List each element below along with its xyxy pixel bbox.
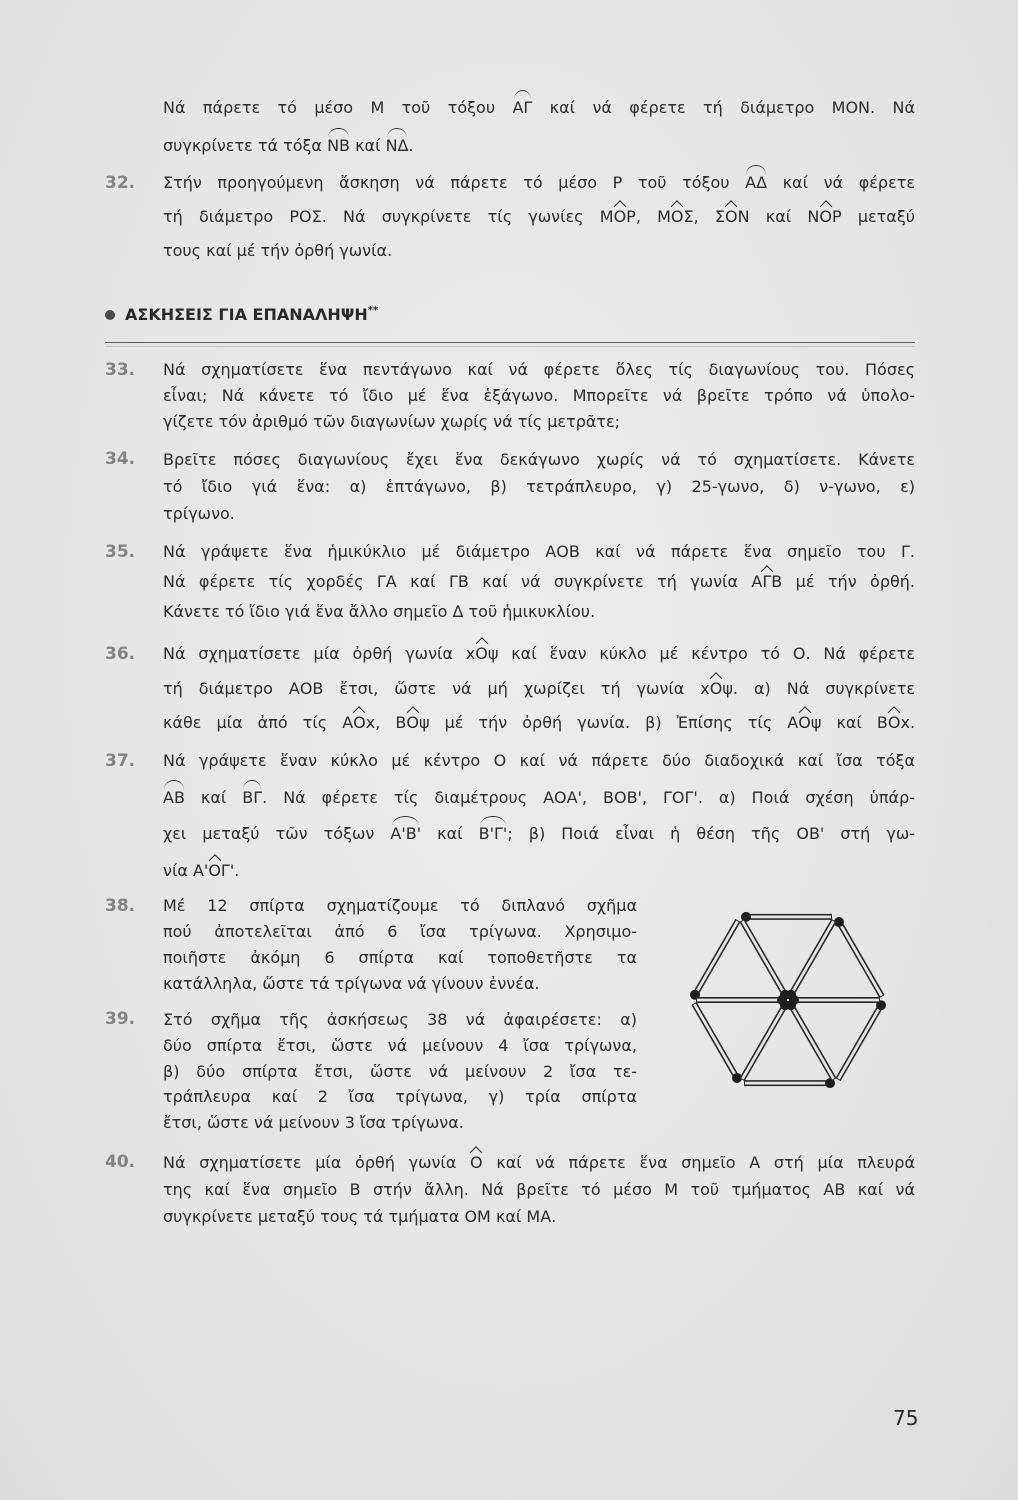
text-line [163,89,915,127]
exercise-number: 40. [105,1152,136,1172]
angle-notation: Ο [406,713,419,732]
section-heading-text: ΑΣΚΗΣΕΙΣ ΓΙΑ ΕΠΑΝΑΛΗΨΗ [125,305,368,324]
text-run: τή διάμετρο ΑΟΒ ἔτσι, ὥστε νά μή χωρίζει τή γωνία x [163,678,710,698]
text-run: Β μέ τήν ὀρθή. [771,572,915,591]
match-body [695,1004,737,1076]
match-body [840,924,882,996]
exercise-32 [105,166,916,268]
exercise-39 [105,1007,637,1136]
exercise-number: 35. [105,542,136,562]
match-stick [786,920,834,999]
match-stick [789,995,880,1005]
text-run: συγκρίνετε τά τόξα [163,136,328,155]
exercise-number: 34. [105,449,136,469]
text-run: β) δύο σπίρτα ἔτσι, ὥστε νά μείνουν 2 ἴσα τε- [163,1061,637,1081]
match-body [696,921,738,993]
text-run: . [408,136,414,155]
match-head [786,990,796,1000]
exercise-34 [105,446,915,527]
text-run: Νά γράψετε ἕναν κύκλο μέ κέντρο Ο καί νά πάρετε δύο διαδοχικά καί ἴσα τόξα [163,751,915,770]
text-line [163,234,915,268]
text-run: Νά φέρετε τίς χορδές ΓΑ καί ΓΒ καί νά συγκρίνετε τή γωνία Α [163,572,763,591]
text-line [163,1084,637,1110]
text-run: χει μεταξύ τῶν τόξων [163,824,391,843]
text-line [163,1007,637,1033]
text-line [163,500,915,527]
section-divider [105,342,915,343]
exercise-35 [105,537,915,627]
text-run: καί [350,136,386,155]
text-run: ἔτσι, ὥστε νά μείνουν 3 ἴσα τρίγωνα. [163,1113,464,1133]
arc-notation: ΝΒ [327,136,351,155]
text-line [163,919,637,945]
text-line [163,1033,637,1059]
arc-notation: ΝΔ [385,136,409,155]
text-run: Κάνετε τό ἴδιο γιά ἕνα ἄλλο σημεῖο Δ τοῦ ἡμικυκλίου. [163,602,596,621]
text-run: συγκρίνετε μεταξύ τους τά τμήματα ΟΜ καί ΜΑ. [163,1207,557,1226]
angle-notation: Ο [670,207,684,226]
text-run: ψ μέ τήν ὀρθή γωνία. β) Ἐπίσης τίς Α [418,713,799,732]
exercise-number: 33. [105,360,136,380]
section-heading [105,303,378,327]
page-number: 75 [893,1406,919,1430]
match-stick [690,920,738,999]
text-run: ; β) Ποιά εἶναι ἡ θέση τῆς ΟΒ' στή γω- [507,824,916,843]
text-line [163,1149,915,1176]
text-line [163,409,915,435]
exercise-36 [105,637,916,741]
text-run: ψ καί Β [810,713,888,732]
angle-notation: Γ [762,572,772,591]
match-body [839,1007,881,1079]
exercise-number: 36. [105,644,136,664]
text-run: Νά σχηματίσετε ἕνα πεντάγωνο καί νά φέρετε ὅλες τίς διαγωνίους του. Πόσες [163,360,915,379]
text-line [163,357,915,383]
text-run: τους καί μέ τήν ὀρθή γωνία. [163,241,393,260]
text-run: Ν καί Ν [737,207,820,226]
exercise-number: 37. [105,751,136,771]
arc-notation: ΑΓ [512,98,533,117]
match-stick [834,917,882,996]
text-run: ψ καί ἕναν κύκλο μέ κέντρο τό Ο. Νά φέρετε [487,644,916,663]
angle-notation: Ο [798,713,811,732]
text-run: δύο σπίρτα ἔτσι, ὥστε νά μείνουν 4 ἴσα τρίγωνα, [163,1035,637,1055]
text-run: x, Β [365,713,407,732]
match-stick [786,1000,834,1079]
text-line [163,637,915,672]
exercise-31-continuation [163,89,915,165]
text-run: . Νά φέρετε τίς διαμέτρους ΑΟΑ', ΒΟΒ', ΓΟΓ'. α) Ποιά σχέση ὑπάρ- [262,787,916,807]
text-line [163,672,915,707]
arc-notation: ΑΒ [163,787,185,807]
arc-notation: Α'Β' [390,824,422,843]
matchstick-hexagon-figure [680,895,895,1105]
bullet-icon [105,310,115,320]
match-body [743,921,785,993]
text-run: της καί ἕνα σημεῖο Β στήν ἄλλη. Νά βρεῖτε τό μέσο Μ τοῦ τμήματος ΑΒ καί νά [163,1180,915,1199]
text-line [163,945,637,971]
angle-notation: Ο [709,678,723,698]
exercise-38 [105,893,637,997]
text-line [163,1110,637,1136]
text-line [163,200,915,234]
text-run: Γ'. [220,860,240,880]
text-run: Νά σχηματίσετε μία ὀρθή γωνία x [163,644,476,663]
text-run: x. [900,713,916,732]
text-run: Σ, Σ [683,207,726,226]
text-run: Νά πάρετε τό μέσο Μ τοῦ τόξου [163,98,513,117]
text-line [163,706,915,741]
text-run: Μέ 12 σπίρτα σχηματίζουμε τό διπλανό σχῆμα [163,896,637,915]
text-line [163,1203,915,1230]
exercise-33 [105,357,915,435]
exercise-number: 32. [105,173,136,193]
text-line [163,780,915,817]
match-stick [742,1000,790,1079]
text-run: τό ἴδιο γιά ἕνα: α) ἑπτάγωνο, β) τετράπλευρο, γ) 25-γωνο, δ) ν-γωνο, ε) [163,477,915,496]
arc-notation: ΑΔ [745,173,768,192]
text-line [163,537,915,567]
exercise-40 [105,1149,916,1230]
text-run: Βρεῖτε πόσες διαγωνίους ἔχει ἕνα δεκάγωνο χωρίς νά τό σχηματίσετε. Κάνετε [163,450,915,469]
text-run: Νά γράψετε ἕνα ἡμικύκλιο μέ διάμετρο ΑΟΒ καί νά πάρετε ἕνα σημεῖο του Γ. [163,542,915,561]
text-run: καί [184,787,243,807]
text-run: τρίγωνο. [163,504,235,523]
text-run: τή διάμετρο ΡΟΣ. Νά συγκρίνετε τίς γωνίες Μ [163,207,614,226]
match-body [792,1007,834,1079]
text-run: καί νά φέρετε τή διάμετρο ΜΟΝ. Νά [532,98,915,117]
text-line [163,446,915,473]
text-line [163,1059,637,1085]
text-line [163,597,915,627]
exercise-37 [105,743,916,889]
match-stick [742,920,790,999]
text-line [163,473,915,500]
angle-notation: Ο [353,713,366,732]
match-stick [744,1078,835,1088]
text-run: καί [421,824,479,843]
text-run: ποιῆστε ἀκόμη 6 σπίρτα καί τοποθετῆστε τα [163,948,637,967]
text-run: γίζετε τόν ἀριθμό τῶν διαγωνίων χωρίς νά τίς μετρᾶτε; [163,412,621,431]
text-run: κατάλληλα, ὥστε τά τρίγωνα νά γίνουν ἐννέα. [163,974,540,993]
exercise-number: 39. [105,1009,136,1029]
match-stick [696,995,787,1005]
text-line [163,816,915,853]
match-stick [694,1003,742,1082]
text-line [163,853,915,890]
text-run: Στό σχῆμα τῆς ἀσκήσεως 38 νά ἀφαιρέσετε: α) [163,1010,637,1029]
match-body [792,921,834,993]
text-line [163,166,915,200]
angle-notation: Ο [725,207,738,226]
text-line [163,743,915,780]
arc-notation: ΒΓ [242,787,263,807]
text-line [163,127,915,165]
match-body [743,1007,785,1079]
text-run: Νά σχηματίσετε μία ὀρθή γωνία [163,1153,471,1172]
text-run: Ρ μεταξύ [831,207,916,226]
angle-notation: Ο [470,1153,483,1172]
text-line [163,971,637,997]
text-run: κάθε μία ἀπό τίς Α [163,713,354,732]
text-run: νία Α' [163,860,209,880]
angle-notation: Ο [613,207,627,226]
match-stick [838,1000,886,1079]
text-run: τράπλευρα καί 2 ἴσα τρίγωνα, γ) τρία σπίρτα [163,1087,637,1107]
angle-notation: Ο [819,207,832,226]
text-line [163,383,915,409]
text-run: καί νά πάρετε ἕνα σημεῖο Α στή μία πλευρά [482,1153,916,1172]
text-run: καί νά φέρετε [767,173,915,192]
text-line [163,1176,915,1203]
text-run: ψ. α) Νά συγκρίνετε [722,678,915,698]
text-line [163,567,915,597]
text-run: εἶναι; Νά κάνετε τό ἴδιο μέ ἕνα ἑξάγωνο. Μπορεῖτε νά βρεῖτε τρόπο νά ὑπολο- [163,386,915,405]
angle-notation: Ο [887,713,901,732]
text-line [163,893,637,919]
section-divider-shadow [105,346,915,347]
angle-notation: Ο [475,644,488,663]
arc-notation: Β'Γ' [478,824,508,843]
text-run: Ρ, Μ [626,207,671,226]
text-run: Στήν προηγούμενη ἄσκηση νά πάρετε τό μέσο Ρ τοῦ τόξου [163,173,746,192]
match-stick [741,912,832,922]
section-heading-marks: ** [367,305,379,316]
text-run: πού ἀποτελεῖται ἀπό 6 ἴσα τρίγωνα. Χρησιμο- [163,922,637,941]
angle-notation: Ο [208,860,221,880]
exercise-number: 38. [105,896,136,916]
